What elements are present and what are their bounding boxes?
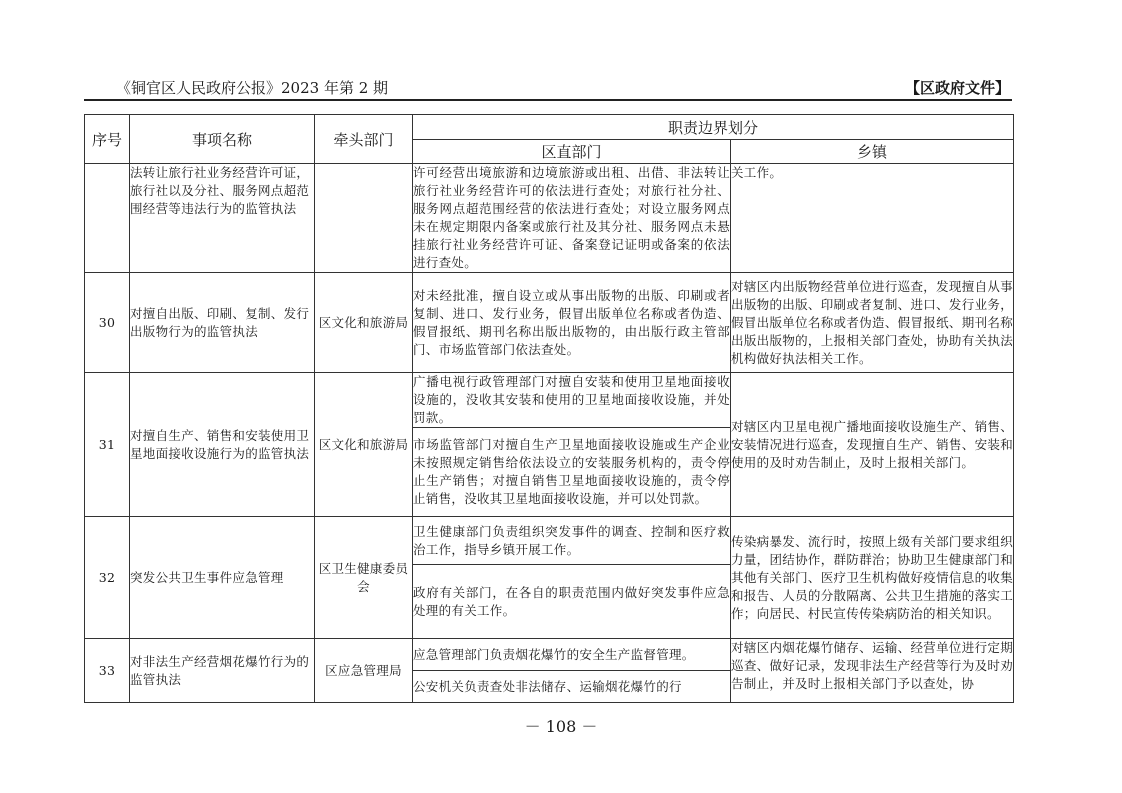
table-row [85, 639, 1014, 671]
row-district-duty: 卫生健康部门负责组织突发事件的调查、控制和医疗救治工作，指导乡镇开展工作。 [413, 517, 731, 565]
row-lead-dept: 区应急管理局 [315, 639, 413, 703]
row-seq: 32 [85, 517, 130, 639]
row-item-name: 对擅自生产、销售和安装使用卫星地面接收设施行为的监管执法 [130, 373, 315, 517]
col-header-duty: 职责边界划分 [413, 115, 1014, 140]
row-district-duty: 应急管理部门负责烟花爆竹的安全生产监督管理。 [413, 639, 731, 671]
row-lead-dept: 区文化和旅游局 [315, 273, 413, 373]
table-row [85, 273, 1014, 373]
row-seq: 31 [85, 373, 130, 517]
row-item-name: 突发公共卫生事件应急管理 [130, 517, 315, 639]
row-item-name: 法转让旅行社业务经营许可证，旅行社以及分社、服务网点超范围经营等违法行为的监管执法 [130, 164, 315, 273]
section-label: 【区政府文件】 [904, 79, 1010, 97]
col-header-lead: 牵头部门 [315, 115, 413, 164]
page-number: － 108 － [524, 717, 598, 736]
row-seq [85, 164, 130, 273]
page-header [84, 76, 1012, 98]
table-row [85, 517, 1014, 565]
row-district-duty: 公安机关负责查处非法储存、运输烟花爆竹的行 [413, 671, 731, 703]
row-town-duty: 对辖区内卫星电视广播地面接收设施生产、销售、安装情况进行巡查，发现擅自生产、销售、安装和使用的及时劝告制止，及时上报相关部门。 [731, 373, 1014, 517]
row-seq: 33 [85, 639, 130, 703]
table-row [85, 373, 1014, 428]
row-district-duty: 广播电视行政管理部门对擅自安装和使用卫星地面接收设施的，没收其安装和使用的卫星地面接收设施，并处罚款。 [413, 373, 731, 428]
row-district-duty: 市场监管部门对擅自生产卫星地面接收设施或生产企业未按照规定销售给依法设立的安装服务机构的，责令停止生产销售；对擅自销售卫星地面接收设施的，责令停止销售，没收其卫星地面接收设施，并可以处罚款。 [413, 428, 731, 517]
row-district-duty: 政府有关部门，在各自的职责范围内做好突发事件应急处理的有关工作。 [413, 565, 731, 639]
row-item-name: 对非法生产经营烟花爆竹行为的监管执法 [130, 639, 315, 703]
duty-boundary-table [84, 114, 1014, 703]
row-lead-dept [315, 164, 413, 273]
col-header-seq: 序号 [85, 115, 130, 164]
row-town-duty: 对辖区内出版物经营单位进行巡查，发现擅自从事出版物的出版、印刷或者复制、进口、发行业务，假冒出版单位名称或者伪造、假冒报纸、期刊名称出版出版物的，上报相关部门查处，协助有关执法机构做好执法相关工作。 [731, 273, 1014, 373]
row-town-duty: 对辖区内烟花爆竹储存、运输、经营单位进行定期巡查、做好记录，发现非法生产经营等行为及时劝告制止，并及时上报相关部门予以查处，协 [731, 639, 1014, 703]
row-seq: 30 [85, 273, 130, 373]
row-town-duty: 传染病暴发、流行时，按照上级有关部门要求组织力量，团结协作，群防群治；协助卫生健康部门和其他有关部门、医疗卫生机构做好疫情信息的收集和报告、人员的分散隔离、公共卫生措施的落实工作；向居民、村民宣传传染病防治的相关知识。 [731, 517, 1014, 639]
header-divider [84, 99, 1012, 101]
bulletin-title: 《铜官区人民政府公报》2023 年第 2 期 [116, 79, 389, 97]
row-district-duty: 许可经营出境旅游和边境旅游或出租、出借、非法转让旅行社业务经营许可的依法进行查处；对旅行社分社、服务网点超范围经营的依法进行查处；对设立服务网点未在规定期限内备案或旅行社及其分社、服务网点未悬挂旅行社业务经营许可证、备案登记证明或备案的依法进行查处。 [413, 164, 731, 273]
col-header-town: 乡镇 [731, 140, 1014, 164]
row-item-name: 对擅自出版、印刷、复制、发行出版物行为的监管执法 [130, 273, 315, 373]
row-district-duty: 对未经批准，擅自设立或从事出版物的出版、印刷或者复制、进口、发行业务，假冒出版单位名称或者伪造、假冒报纸、期刊名称出版出版物的，由出版行政主管部门、市场监管部门依法查处。 [413, 273, 731, 373]
row-lead-dept: 区文化和旅游局 [315, 373, 413, 517]
table-row [85, 164, 1014, 273]
col-header-district: 区直部门 [413, 140, 731, 164]
row-lead-dept: 区卫生健康委员会 [315, 517, 413, 639]
table-header-row [85, 115, 1014, 140]
col-header-name: 事项名称 [130, 115, 315, 164]
row-town-duty: 关工作。 [731, 164, 1014, 273]
